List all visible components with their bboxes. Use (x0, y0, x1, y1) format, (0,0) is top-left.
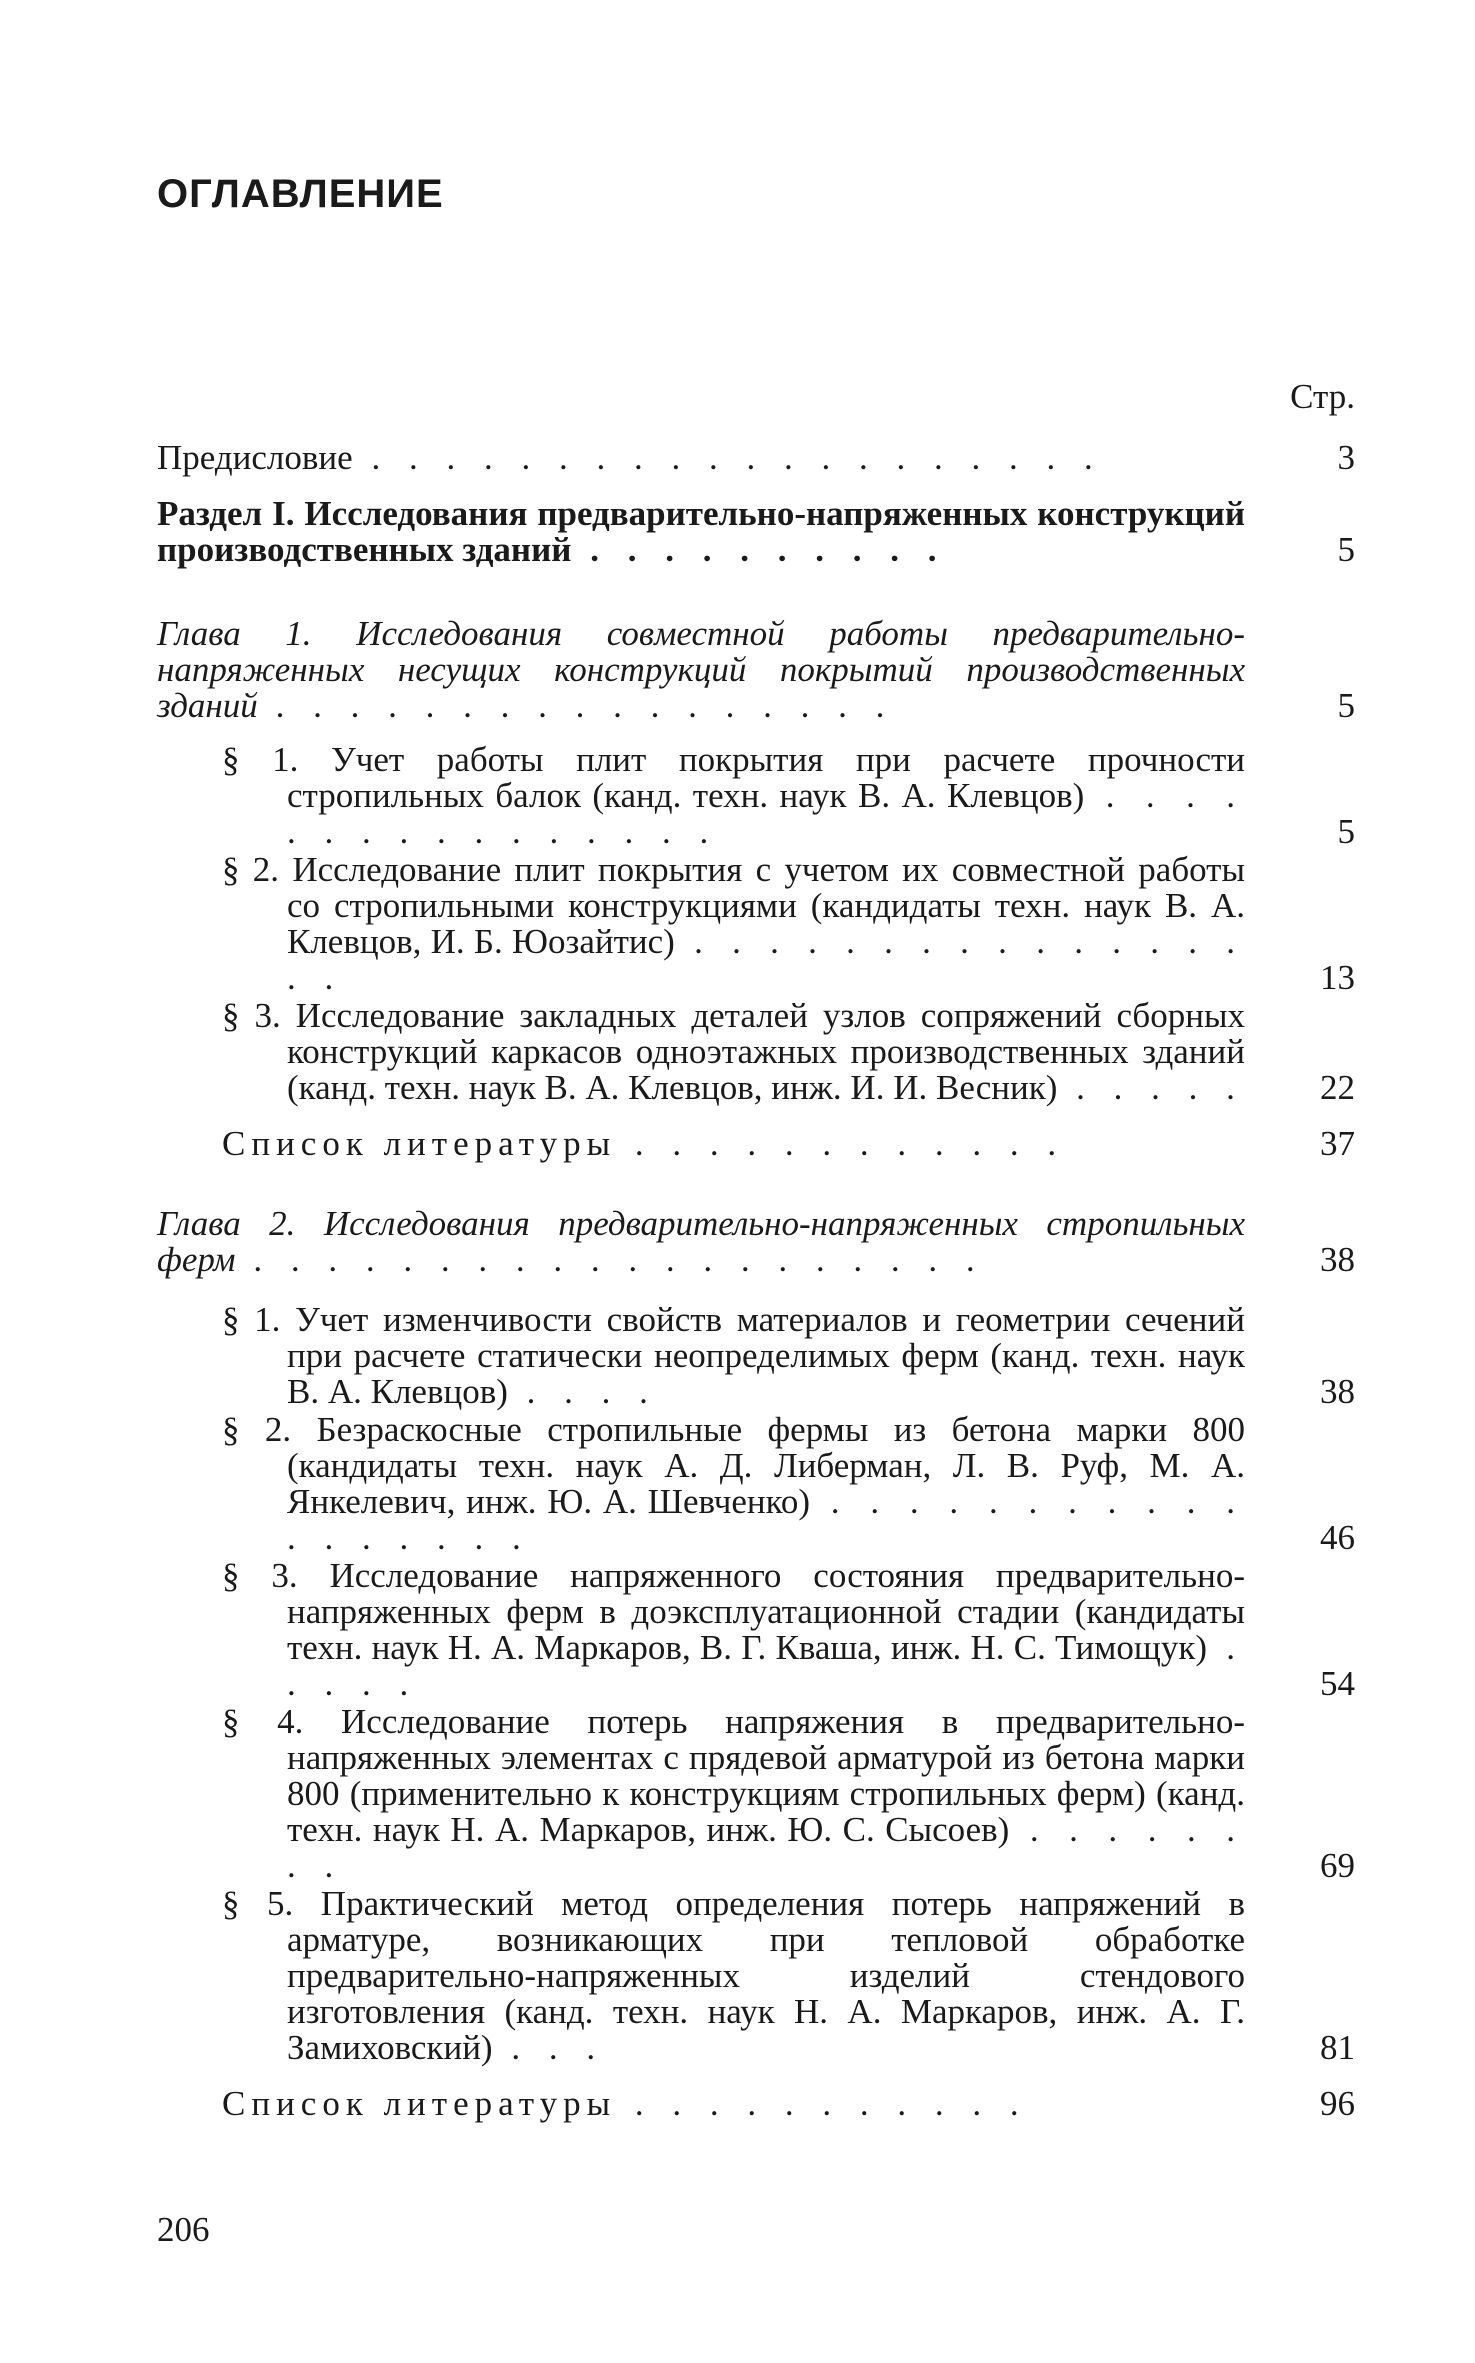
entry-title: § 2. Исследование плит покрытия с учетом их совместной работы со стропильными конструкциями (кандидаты техн. наук В. А. Клевцов, И. Б. Юозайтис) (222, 850, 1245, 961)
dot-leader: . . . . . (1057, 1068, 1245, 1107)
page-column-label: Стр. (1290, 377, 1355, 416)
entry-title: § 1. Учет работы плит покрытия при расчете прочности стропильных балок (канд. техн. наук В. А. Клевцов) (222, 740, 1245, 815)
dot-leader: . . . . . . . . (287, 1810, 1246, 1885)
dot-leader: . . . . . . . . . . . . . . . . . . (287, 1482, 1246, 1557)
toc-entry-chapter-1[interactable] (157, 616, 1355, 724)
entry-title: Глава 1. Исследования совместной работы предварительно-напряженных несущих конструкций покрытий производственных зданий (157, 614, 1245, 725)
entry-title: Список литературы (222, 1124, 617, 1163)
entry-page: 96 (1320, 2084, 1355, 2123)
page-number: 206 (157, 2210, 210, 2249)
entry-page: 13 (1320, 958, 1355, 997)
entry-title: Раздел I. Исследования предварительно-напряженных конструкций производственных зданий (157, 494, 1245, 569)
entry-page: 46 (1320, 1518, 1355, 1557)
dot-leader: . . . . . . . . . . . . . . . . . . . . (352, 438, 1103, 477)
dot-leader: . . . . (507, 1372, 658, 1411)
entry-title: Глава 2. Исследования предварительно-напряженных стропильных ферм (157, 1204, 1245, 1279)
toc-entry-literature-2[interactable] (157, 2086, 1355, 2122)
entry-page: 5 (1337, 686, 1355, 725)
entry-title: § 4. Исследование потерь напряжения в предварительно-напряженных элементах с прядевой арматурой из бетона марки 800 (применительно к конструкциям стропильных ферм) (канд. техн. наук Н. А. Маркаров, инж. Ю. С. Сысоев) (222, 1702, 1245, 1849)
toc-entry-preface[interactable] (157, 440, 1355, 476)
dot-leader: . . . (492, 2028, 606, 2067)
entry-title: § 2. Безраскосные стропильные фермы из бетона марки 800 (кандидаты техн. наук А. Д. Либерман, Л. В. Руф, М. А. Янкелевич, инж. Ю. А. Шевченко) (222, 1410, 1245, 1521)
toc-entry-ch1-par1[interactable] (157, 742, 1355, 850)
entry-page: 38 (1320, 1372, 1355, 1411)
entry-page: 54 (1320, 1664, 1355, 1703)
toc-entry-ch1-par2[interactable] (157, 852, 1355, 996)
toc-entry-chapter-2[interactable] (157, 1206, 1355, 1278)
dot-leader: . . . . . . . . . . . . . . . . . (287, 922, 1245, 997)
toc-entry-literature-1[interactable] (157, 1126, 1355, 1162)
toc-entry-ch2-par3[interactable] (157, 1558, 1355, 1702)
dot-leader: . . . . . . . . . . . . . . . . (287, 776, 1246, 851)
entry-title: § 3. Исследование закладных деталей узлов сопряжений сборных конструкций каркасов одноэтажных производственных зданий (канд. техн. наук В. А. Клевцов, инж. И. И. Весник) (222, 996, 1245, 1107)
toc-entry-ch2-par1[interactable] (157, 1302, 1355, 1410)
entry-title: § 3. Исследование напряженного состояния предварительно-напряженных ферм в доэксплуатационной стадии (кандидаты техн. наук Н. А. Маркаров, В. Г. Кваша, инж. Н. С. Тимощук) (222, 1556, 1245, 1667)
dot-leader: . . . . . . . . . . . . . . . . . (257, 686, 896, 725)
toc-entry-ch2-par2[interactable] (157, 1412, 1355, 1556)
entry-title: Предисловие (157, 438, 353, 477)
toc-entry-ch2-par4[interactable] (157, 1704, 1355, 1884)
entry-title: § 1. Учет изменчивости свойств материалов и геометрии сечений при расчете статически неопределимых ферм (канд. техн. наук В. А. Клевцов) (222, 1300, 1245, 1411)
entry-title: Список литературы (222, 2084, 617, 2123)
entry-page: 37 (1320, 1124, 1355, 1163)
dot-leader: . . . . . . . . . . (571, 530, 947, 569)
table-of-contents (157, 440, 1355, 2122)
dot-leader: . . . . . . . . . . . . . . . . . . . . (235, 1240, 986, 1279)
entry-page: 3 (1337, 438, 1355, 477)
dot-leader: . . . . . . . . . . . (616, 2084, 1029, 2123)
entry-page: 81 (1320, 2028, 1355, 2067)
entry-page: 5 (1337, 812, 1355, 851)
dot-leader: . . . . . (287, 1628, 1246, 1703)
dot-leader: . . . . . . . . . . . . (616, 1124, 1067, 1163)
toc-heading: ОГЛАВЛЕНИЕ (157, 172, 444, 216)
entry-page: 22 (1320, 1068, 1355, 1107)
toc-entry-ch1-par3[interactable] (157, 998, 1355, 1106)
toc-entry-ch2-par5[interactable] (157, 1886, 1355, 2066)
toc-entry-section-1[interactable] (157, 496, 1355, 568)
entry-page: 69 (1320, 1846, 1355, 1885)
entry-page: 38 (1320, 1240, 1355, 1279)
entry-page: 5 (1337, 530, 1355, 569)
entry-title: § 5. Практический метод определения потерь напряжений в арматуре, возникающих при тепловой обработке предварительно-напряженных изделий стендового изготовления (канд. техн. наук Н. А. Маркаров, инж. А. Г. Замиховский) (222, 1884, 1245, 2067)
